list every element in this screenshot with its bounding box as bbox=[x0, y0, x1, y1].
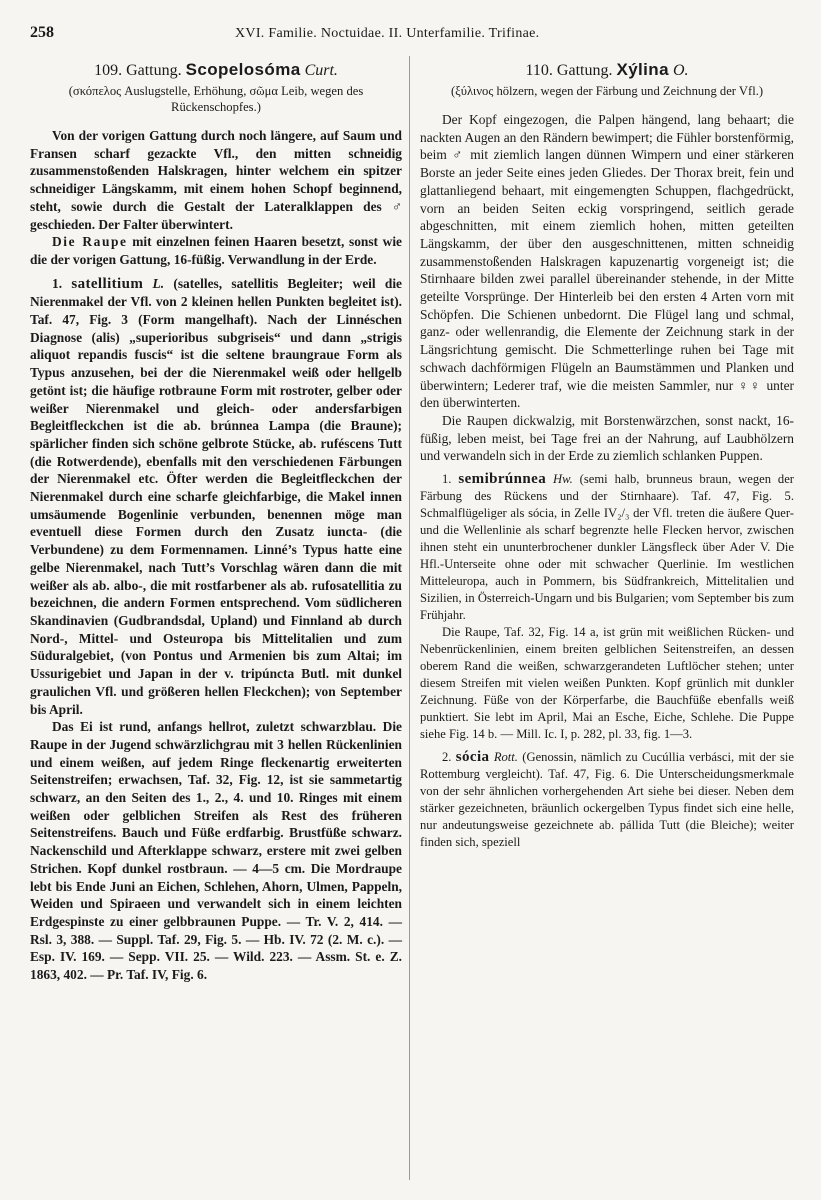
etymology: (σκόπελος Auslugstelle, Erhöhung, σῶμα Leib, wegen des Rückenschopfes.) bbox=[68, 84, 364, 114]
species-text: (satelles, satellitis Begleiter; weil die Nierenmakel der Vfl. von 2 kleinen hellen Punkten begleitet ist). Taf. 47, Fig. 3 (Form mangelhaft). Nach der Linnéschen Diagnose (alis) „superioribus subgriseis“ und dann „strigis aliquot repandis fuscis“ ist die seltene braungraue Form als Typus anzusehen, bei der die Nierenmakel weiß oder hellgelb getönt ist; die häufige rotbraune Form mit rostroter, gelber oder weißer Nierenmakel und gleich- oder andersfarbigen Begleitfleckchen ist die ab. brúnnea Lampa (die Braune); spärlicher finden sich schöne gelbrote Stücke, ab. ruféscens Tutt (die Rotwerdende), ebenfalls mit den verschiedenen Färbungen der Nierenmakel etc. Öfter werden die Begleitfleckchen der Nierenmakel durch eine scharfe gleichfarbige, die Makel innen umsäumende Bogenlinie verbunden, benennen möge man eventuell diese Formen durch den Zusatz iuncta- (die Verbundene) zu dem Formennamen. Linné’s Typus hatte eine gelbe Nierenmakel, nach Tutt’s Vorschlag wären dann die mit weißer als ab. albo-, die mit rostfarbener als ab. rufosatellitia zu bezeichnen, die andern Formen entsprechend. Vom südlicheren Skandinavien (Gudbrandsdal, Upland) und Finnland ab durch Nord-, Mittel- und Osteuropa bis Mittelitalien und zum Süduralgebiet, (von Pontus und Armenien bis zum Altai; im Ussurigebiet und Japan in der v. tripúncta Butl. mit dunkel graulichen Vfl. und größeren hellen Fleckchen); von September bis April. bbox=[30, 275, 402, 717]
genus-heading-110 bbox=[420, 60, 794, 81]
larva-word: Die Raupe bbox=[52, 234, 128, 250]
species-name: satellitium bbox=[71, 275, 144, 292]
genus-author: O. bbox=[672, 62, 689, 79]
genus-name: Xýlina bbox=[616, 60, 669, 79]
page-number: 258 bbox=[30, 24, 54, 41]
egg-larva-paragraph: Das Ei ist rund, anfangs hellrot, zuletzt schwarzblau. Die Raupe in der Jugend schwärzlichgrau mit 3 hellen Rückenlinien und einem weißen, auf jedem Ringe fleckenartig erweiterten Seitenstreifen; erwachsen, Taf. 32, Fig. 12, ist sie sammetartig schwarz, an den Seiten des 1., 2., 4. und 10. Ringes mit einem weißen oder gelblichen Streifen als Rest des früheren Seitenstreifens. Bauch und Füße erdfarbig. Brustfüße schwarz. Nackenschild und Afterklappe schwarz, erstere mit zwei gelben Strichen. Kopf dunkel rostbraun. — 4—5 cm. Die Mordraupe lebt bis Ende Juni an Eichen, Schlehen, Ahorn, Ulmen, Pappeln, Weiden und Spiraeen und verwandelt sich in einem leichten Erdgespinste zu einer gelbbraunen Puppe. — Tr. V. 2, 414. — Rsl. 3, 388. — Suppl. Taf. 29, Fig. 5. — Hb. IV. 72 (2. M. c.). — Esp. IV. 169. — Sepp. VII. 25. — Wild. 223. — Assm. St. e. Z. 1863, 402. — Pr. Taf. IV, Fig. 6. bbox=[30, 719, 402, 983]
species-number: 2. bbox=[442, 750, 452, 765]
species-entry-socia bbox=[420, 749, 794, 851]
species-entry-satellitium bbox=[30, 275, 402, 719]
larva-description: Die Raupen dickwalzig, mit Borstenwärzchen, sonst nackt, 16-füßig, leben meist, bei Tage frei an der Nahrung, auf Laubhölzern und verwandeln sich in der Erde zu ziemlich schlanken Puppen. bbox=[420, 412, 794, 464]
genus-author: Curt. bbox=[304, 62, 338, 79]
species-text: (Genossin, nämlich zu Cucúllia verbásci, mit der sie Rottemburg vergleicht). Taf. 47, Fig. 6. Die Unterscheidungsmerkmale von der sehr ähnlichen vorhergehenden Art siehe bei dieser. Neben dem stärker gezeichneten, bräunlich ockergelben Typus findet sich eine helle, nur andeutungsweise gezeichnete ab. pállida Tutt (die Bleiche); weiter finden sich, speziell bbox=[420, 750, 794, 850]
species-author: Hw. bbox=[553, 472, 573, 487]
species-author: Rott. bbox=[493, 750, 518, 765]
species-text: (semi halb, brunneus braun, wegen der Färbung des Rückens und der Stirnhaare). Taf. 47, Fig. 5. Schmalflügeliger als sócia, in Zelle IV₂/₃ der Vfl. treten die äußere Quer- und die Wellenlinie als scharf begrenzte helle Flecken hervor, zwischen ihnen steht ein ununterbrochener dunkler Längsfleck über Ader V. Die Hfl.-Unterseite ohne oder mit schwacher Querlinie. Im westlichen Mitteleuropa, auch in Pommern, bis Südfrankreich, Mittelitalien und Sizilien, in Österreich-Ungarn und bis Bulgarien; vom September bis zum Frühjahr. bbox=[420, 472, 794, 623]
species-author: L. bbox=[152, 275, 165, 291]
species-name: sócia bbox=[455, 749, 490, 766]
genus-number: 110. Gattung. bbox=[525, 62, 613, 79]
page-header bbox=[30, 24, 790, 48]
larva-text: mit einzelnen feinen Haaren besetzt, sonst wie die der vorigen Gattung, 16-füßig. Verwandlung in der Erde. bbox=[30, 234, 402, 267]
larva-description bbox=[30, 233, 402, 268]
column-divider bbox=[409, 56, 410, 1180]
species-name: semibrúnnea bbox=[458, 471, 547, 488]
genus-number: 109. Gattung. bbox=[94, 62, 182, 79]
larva-paragraph: Die Raupe, Taf. 32, Fig. 14 a, ist grün mit weißlichen Rücken- und Nebenrückenlinien, einem breiten gelblichen Seitenstreifen, an dessen oberem Rand die weißen, schwarzgerandeten Luftlöcher stehen; unter diesem Streifen mit vielen weißen Punkten. Kopf grünlich mit dunkler Zeichnung. Füße von der Körperfarbe, die Bauchfüße ebenfalls weiß punktiert. Sie lebt im April, Mai an Esche, Eiche, Schlehe. Die Puppe siehe Fig. 14 b. — Mill. Ic. I, p. 282, pl. 33, fig. 1—3. bbox=[420, 625, 794, 742]
species-number: 1. bbox=[442, 472, 452, 487]
genus-name: Scopelosóma bbox=[185, 60, 301, 79]
genus-description: Von der vorigen Gattung durch noch längere, auf Saum und Fransen scharf gezackte Vfl., den mitten schneidig zusammenstoßenden Halskragen, hinter welchem ein spitzer schneidiger Längskamm, mit einem hohen Schopf beginnend, steht, sowie durch die Gestalt der Lateralklappen des ♂ geschieden. Der Falter überwintert. bbox=[30, 128, 402, 232]
genus-heading-109 bbox=[30, 60, 402, 81]
genus-description: Der Kopf eingezogen, die Palpen hängend, lang behaart; die nackten Augen an den Rändern bewimpert; die Fühler borstenförmig, beim ♂ mit ziemlich langen dünnen Wimpern und einer stärkeren Borste an jeder Seite eines jeden Gliedes. Der Thorax breit, fein und glattanliegend behaart, mit eingemengten Schuppen, flachgedrückt, vorn an beiden Seiten eckig vorspringend, seitlich gerade abgeschnitten, mit einem ziemlich hohen, mitten geteilten Längskamm, der über den ausgeschnittenen, mitten schneidig zusammenstoßenden Halskragen kapuzenartig vorgeneigt ist; die Stirnhaare bilden zwei parallel übereinander stehende, in der Mitte geteilte Vorsprünge. Der Hinterleib bei den ersten 4 Arten vorn mit Schöpfen. Die Schienen unbedornt. Die Flügel lang und schmal, ganz- oder wellenrandig, die Elemente der Zeichnung stark in der Längsrichtung gemischt. Die Schmetterlinge ruhen bei Tage mit schwach dachförmigen Flügeln an Baumstämmen und Planken und überwintern; Lederer traf, wie die meisten Sammler, nur ♀♀ unter den überwinterten. bbox=[420, 112, 794, 411]
species-entry-semibrunnea bbox=[420, 471, 794, 624]
right-column bbox=[420, 60, 794, 851]
left-column bbox=[30, 60, 402, 984]
species-number: 1. bbox=[52, 275, 63, 291]
running-head: XVI. Familie. Noctuidae. II. Unterfamilie. Trifinae. bbox=[235, 26, 540, 41]
etymology: (ξύλινος hölzern, wegen der Färbung und Zeichnung der Vfl.) bbox=[450, 84, 764, 98]
